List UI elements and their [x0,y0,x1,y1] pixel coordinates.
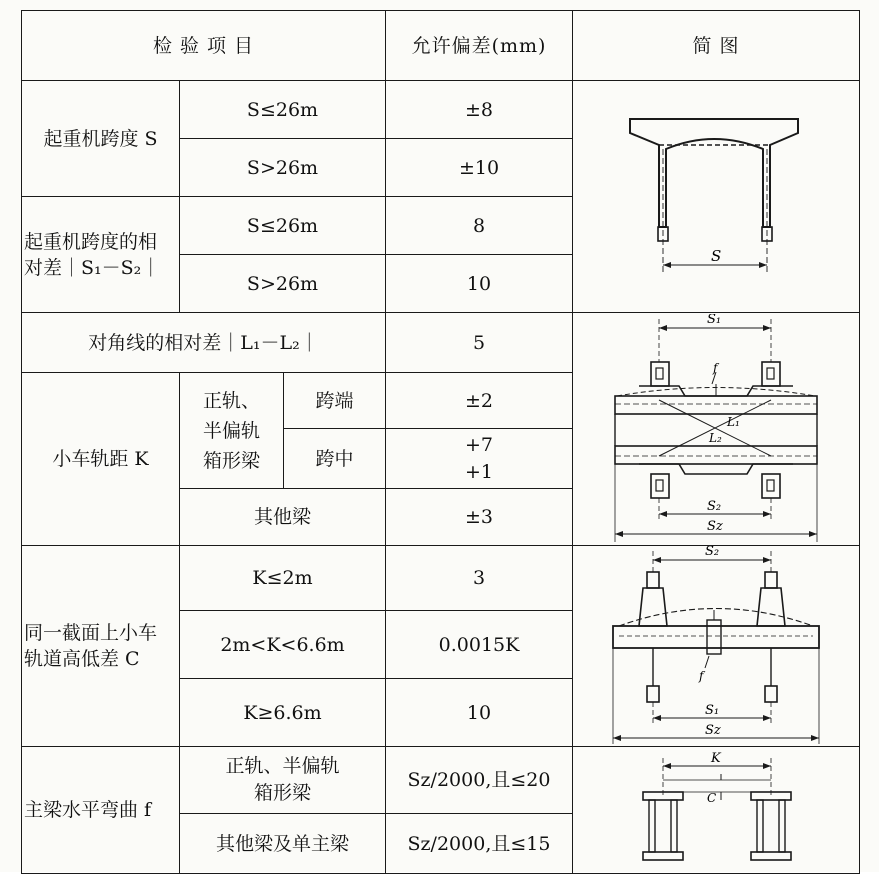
fig2-label-l2: L₂ [709,431,722,445]
fig2-label-f: f [713,361,718,375]
table-row [22,546,860,611]
bend-cond-a-2: 箱形梁 [253,782,311,804]
span-tol-b: ±10 [386,139,573,197]
fig2-label-sz: Sz [707,519,723,534]
span-diff-cond-a: S≤26m [180,197,386,255]
main-girder-bend-figure [621,752,811,868]
fig3-label-f: f [699,669,704,683]
trolley-girder-2: 半偏轨 [202,419,260,442]
header-row [22,11,860,81]
bend-cond-b: 其他梁及单主梁 [180,814,386,874]
bend-tol-b: Sz/2000,且≤15 [386,814,573,874]
span-diff-tol-a: 8 [386,197,573,255]
height-label [22,546,180,747]
height-tol-a: 3 [386,546,573,611]
table-row [22,81,860,139]
rail-height-figure [609,546,823,746]
height-cond-c: K≥6.6m [180,679,386,747]
height-cond-a: K≤2m [180,546,386,611]
span-diff-label-1: 起重机跨度的相 [24,230,158,253]
fig4-label-k: K [711,752,721,766]
fig3-label-s2: S₂ [705,546,720,559]
header-tolerance: 允许偏差(mm) [386,11,573,81]
span-diff-tol-b: 10 [386,255,573,313]
fig4-label-c: C [707,791,717,805]
trolley-girder-3: 箱形梁 [202,449,260,472]
diag-label: 对角线的相对差｜L₁－L₂｜ [22,313,386,373]
height-label-2: 轨道高低差 C [24,648,140,670]
fig3-label-sz: Sz [705,723,721,738]
bend-cond-a-1: 正轨、半偏轨 [225,755,340,777]
span-label: 起重机跨度 S [22,81,180,197]
diag-tol: 5 [386,313,573,373]
fig2-label-s2: S₂ [707,499,722,514]
table-row [22,313,860,373]
fig1-label-s: S [711,247,722,265]
span-diff-label-2: 对差｜S₁－S₂｜ [24,256,161,279]
trolley-girder [180,373,284,489]
trolley-mid: 跨中 [284,429,386,489]
figure-3-cell [573,546,860,747]
inspection-table [21,10,860,874]
trolley-tol-mid-2: +1 [464,460,493,483]
table-row [22,747,860,814]
crane-span-figure [616,109,816,284]
diagonal-figure [609,314,823,544]
bend-cond-a [180,747,386,814]
trolley-girder-1: 正轨、 [202,389,260,412]
height-tol-b: 0.0015K [386,611,573,679]
span-tol-a: ±8 [386,81,573,139]
fig3-label-s1: S₁ [705,703,720,718]
bend-label: 主梁水平弯曲 f [22,747,180,874]
figure-1-cell [573,81,860,313]
fig2-label-l1: L₁ [727,415,740,429]
span-cond-a: S≤26m [180,81,386,139]
fig2-label-s1: S₁ [707,314,722,327]
header-diagram: 简 图 [573,11,860,81]
trolley-end: 跨端 [284,373,386,429]
header-item: 检 验 项 目 [22,11,386,81]
trolley-other: 其他梁 [180,489,386,546]
figure-2-cell [573,313,860,546]
height-label-1: 同一截面上小车 [24,622,158,644]
figure-4-cell [573,747,860,874]
height-cond-b: 2m<K<6.6m [180,611,386,679]
trolley-tol-mid-1: +7 [464,433,493,456]
span-diff-label [22,197,180,313]
trolley-tol-other: ±3 [386,489,573,546]
span-diff-cond-b: S>26m [180,255,386,313]
bend-tol-a: Sz/2000,且≤20 [386,747,573,814]
span-cond-b: S>26m [180,139,386,197]
trolley-tol-end: ±2 [386,373,573,429]
height-tol-c: 10 [386,679,573,747]
trolley-label: 小车轨距 K [22,373,180,546]
trolley-tol-mid [386,429,573,489]
